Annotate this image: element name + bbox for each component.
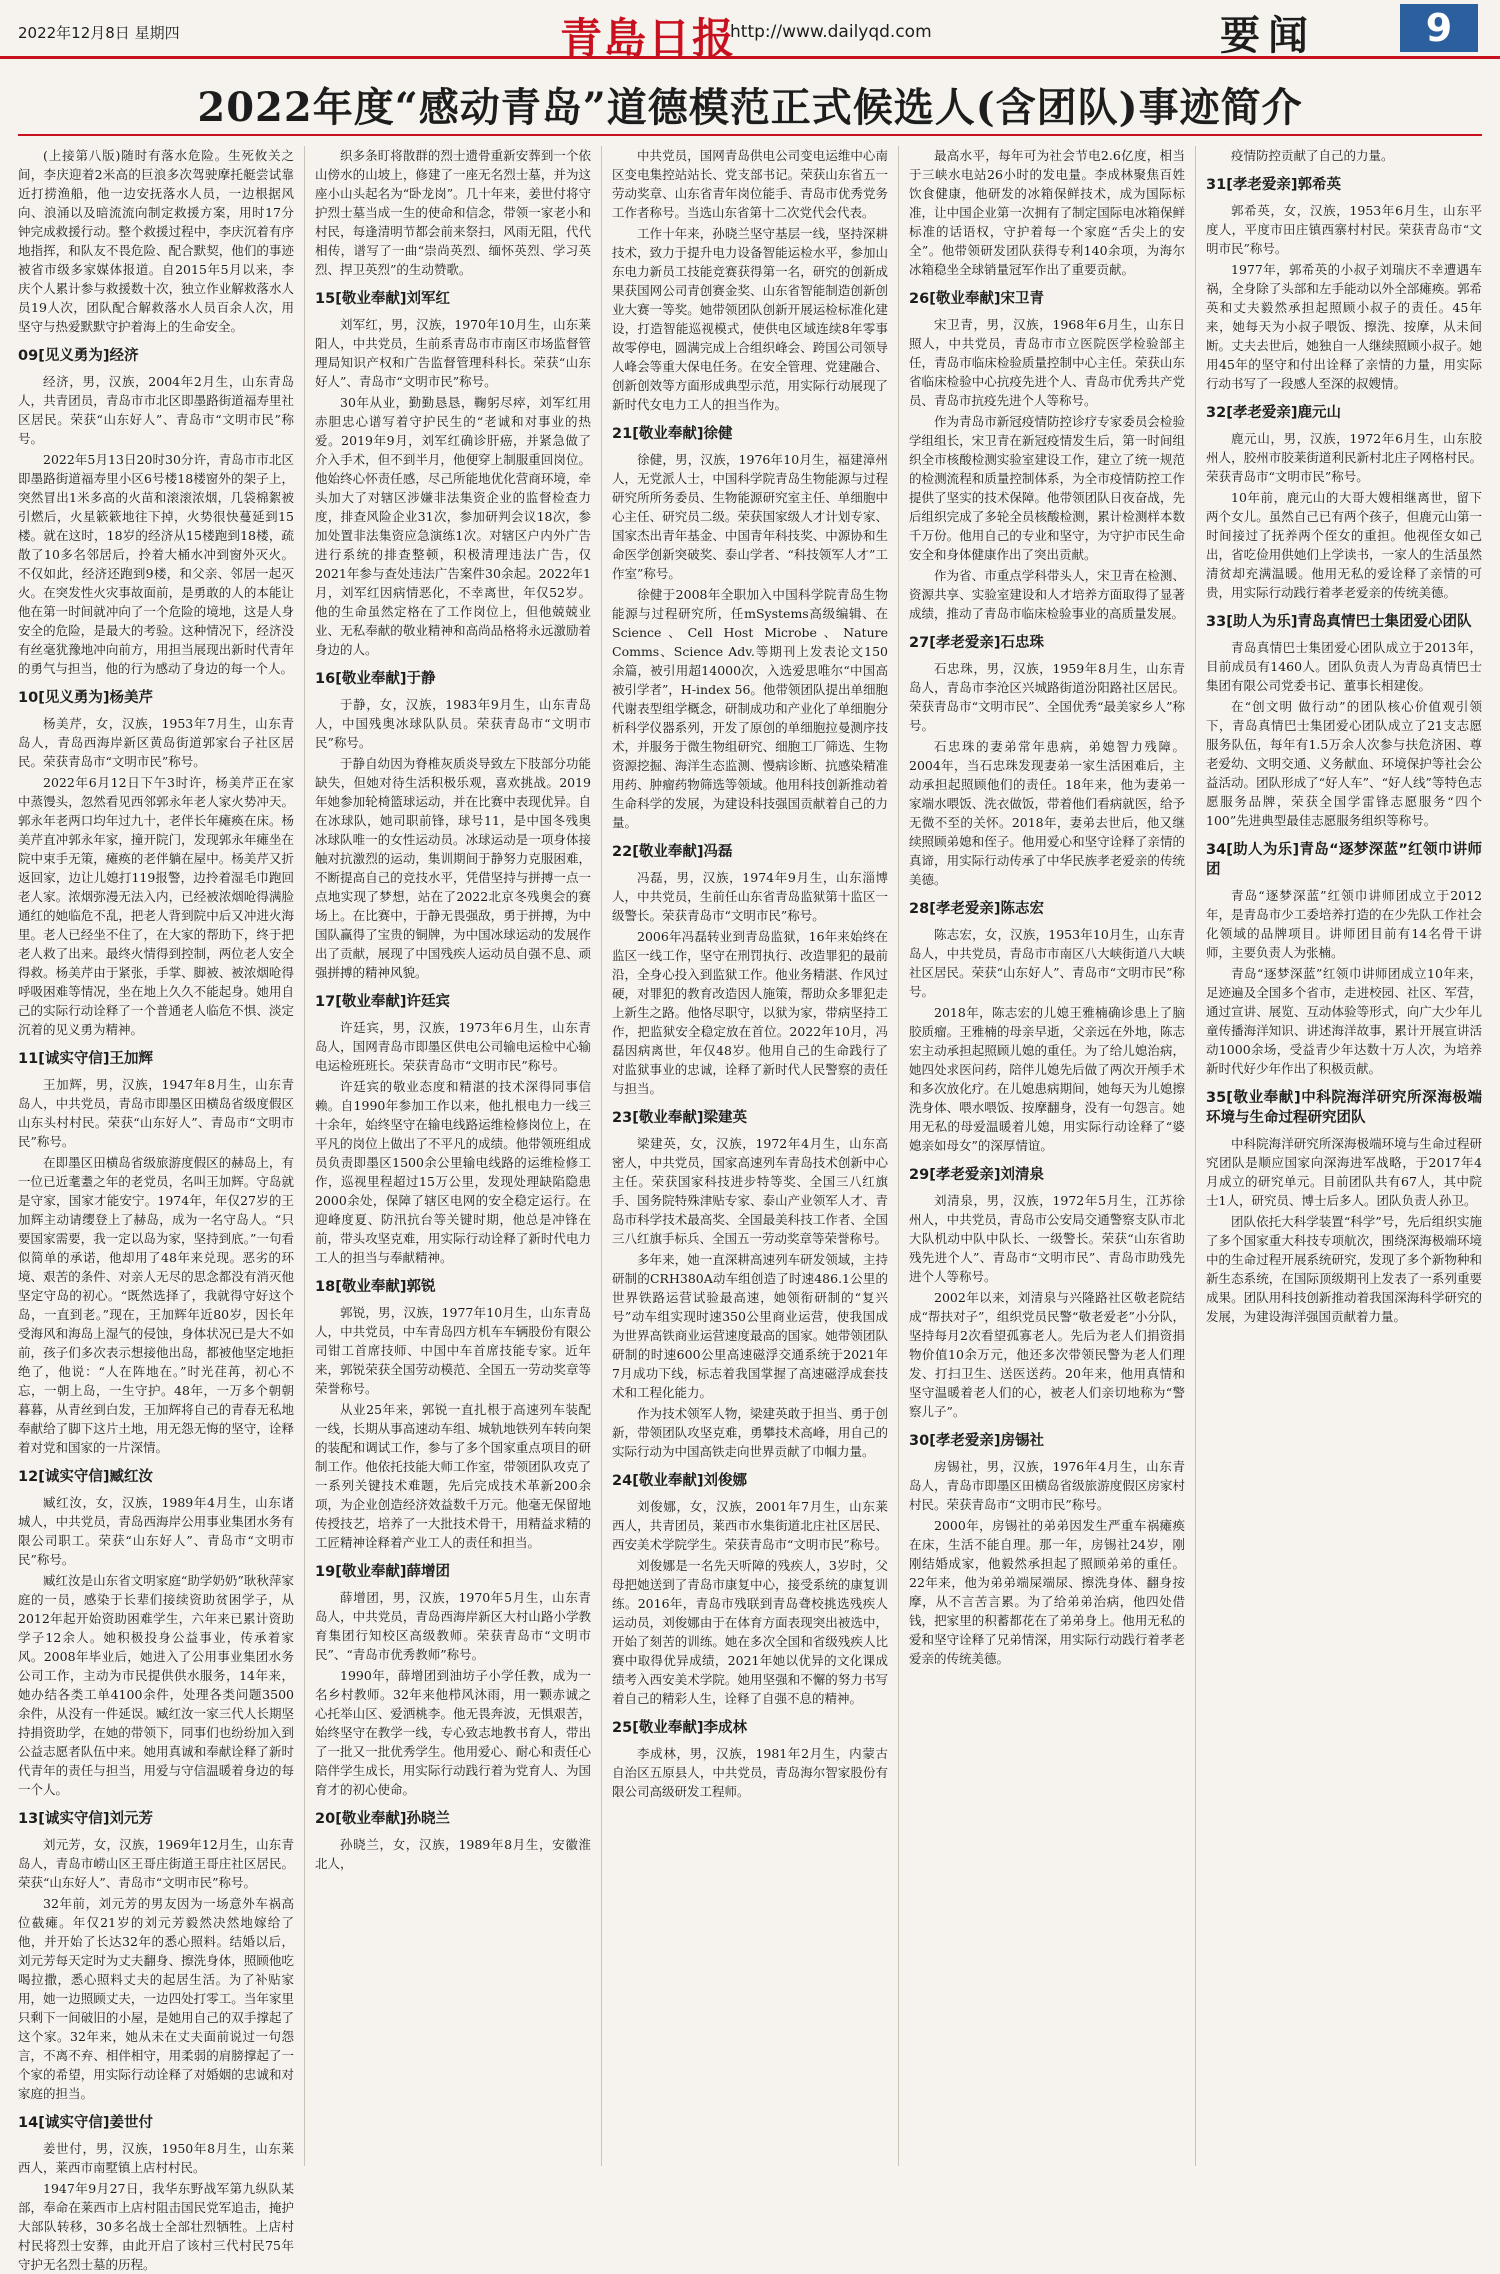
candidate-category: 敬业奉献 [1232,1090,1294,1106]
article-title: 2022年度“感动青岛”道德模范正式候选人(含团队)事迹简介 [197,84,1303,131]
paragraph: 陈志宏，女，汉族，1953年10月生，山东青岛人，中共党员，青岛市市南区八大峡街道八大峡社区居民。荣获“山东好人”、青岛市“文明市民”称号。 [909,927,1185,999]
paragraph: 石忠珠的妻弟常年患病，弟媳智力残障。2004年，当石忠珠发现妻弟一家生活困难后，主动承担起照顾他们的责任。18年来，他为妻弟一家端水喂饭、洗衣做饭，带着他们看病就医，给予无微不至的关怀。2018年，妻弟去世后，他又继续照顾弟媳和侄子。他用爱心和坚守诠释了亲情的真谛，用实际行动传承了中华民族孝老爱亲的传统美德。 [909,739,1185,887]
paragraph: 中共党员，国网青岛供电公司变电运维中心南区变电集控站站长、党支部书记。荣获山东省五一劳动奖章、山东省青年岗位能手、青岛市优秀党务工作者称号。当选山东省第十二次党代会代表。 [612,148,888,220]
candidate-heading: 29[孝老爱亲]刘清泉 [909,1167,1044,1183]
candidate-heading: 15[敬业奉献]刘军红 [315,291,450,307]
candidate-number: 18 [315,1279,336,1295]
candidate-name: 冯磊 [703,844,733,860]
paragraph: 臧红汝，女，汉族，1989年4月生，山东诸城人，中共党员，青岛西海岸公用事业集团水务有限公司职工。荣获“山东好人”、青岛市“文明市民”称号。 [18,1495,294,1567]
paragraph: 刘军红，男，汉族，1970年10月生，山东莱阳人，中共党员，生前系青岛市市南区市场监督管理局知识产权和广告监督管理科科长。荣获“山东好人”、青岛市“文明市民”称号。 [315,317,591,389]
candidate-heading: 27[孝老爱亲]石忠珠 [909,635,1044,651]
candidate-category: 孝老爱亲 [935,1433,994,1449]
candidate-heading: 11[诚实守信]王加辉 [18,1051,153,1067]
candidate-number: 09 [18,348,39,364]
candidate-heading: 31[孝老爱亲]郭希英 [1206,177,1341,193]
candidate-name: 徐健 [703,426,733,442]
candidate-category: 助人为乐 [1232,614,1291,630]
candidate-number: 23 [612,1110,633,1126]
candidate-heading: 09[见义勇为]经济 [18,348,139,364]
candidate-name: 中科院海洋研究所深海极端环境与生命过程研究团队 [1206,1090,1483,1126]
column-divider [1195,146,1196,2166]
candidate-category: 孝老爱亲 [935,635,994,651]
candidate-number: 27 [909,635,930,651]
candidate-heading: 34[助人为乐]青岛“逐梦深蓝”红领巾讲师团 [1206,842,1483,878]
column-divider [898,146,899,2166]
candidate-number: 26 [909,291,930,307]
candidate-heading: 18[敬业奉献]郭锐 [315,1279,436,1295]
candidate-category: 诚实守信 [44,2115,103,2131]
paragraph: 于静自幼因为脊椎灰质炎导致左下肢部分功能缺失，但她对待生活积极乐观，喜欢挑战。2019年她参加轮椅篮球运动，并在比赛中表现优异。自在冰球队，她司职前锋，球号11，是中国冬残奥冰球队唯一的女性运动员。冰球运动是一项身体接触对抗激烈的运动，集训期间于静努力克服困难，不断提高自己的竞技水平，凭借坚持与拼搏一点一点地实现了梦想，站在了2022北京冬残奥会的赛场上。在比赛中，于静无畏强敌，勇于拼搏，为中国队赢得了宝贵的铜牌，为中国冰球运动的发展作出了贡献，展现了中国残疾人运动员自强不息、顽强拼搏的精神风貌。 [315,756,591,980]
paragraph: 刘元芳，女，汉族，1969年12月生，山东青岛人，青岛市崂山区王哥庄街道王哥庄社区居民。荣获“山东好人”、青岛市“文明市民”称号。 [18,1837,294,1890]
candidate-heading: 10[见义勇为]杨美芹 [18,690,153,706]
section-name: 要闻 [1220,12,1316,59]
paragraph: 1977年，郭希英的小叔子刘瑞庆不幸遭遇车祸，全身除了头部和左手能动以外全部瘫痪。郭希英和丈夫毅然承担起照顾小叔子的责任。45年来，她每天为小叔子喂饭、擦洗、按摩，从未间断。丈夫去世后，她独自一人继续照顾小叔子。她用45年的坚守和付出诠释了亲情的力量，用实际行动书写了一段感人至深的叔嫂情。 [1206,262,1482,391]
paragraph: 团队依托大科学装置“科学”号，先后组织实施了多个国家重大科技专项航次，围绕深海极端环境中的生命过程开展系统研究，发现了多个新物种和新生态系统，在国际顶级期刊上发表了一系列重要成果。团队用科技创新推动着我国深海科学研究的发展，为建设海洋强国贡献着力量。 [1206,1214,1482,1324]
candidate-heading: 35[敬业奉献]中科院海洋研究所深海极端环境与生命过程研究团队 [1206,1090,1483,1126]
candidate-category: 孝老爱亲 [1232,177,1291,193]
candidate-number: 20 [315,1811,336,1827]
paragraph: 1990年，薛增团到油坊子小学任教，成为一名乡村教师。32年来他栉风沐雨，用一颗赤诚之心托举山区、爱洒桃李。他无畏奔波，无惧艰苦，始终坚守在教学一线，专心致志地教书育人，带出了一批又一批优秀学生。他用爱心、耐心和责任心陪伴学生成长，用实际行动践行着为党育人、为国育才的初心使命。 [315,1668,591,1797]
paragraph: 32年前，刘元芳的男友因为一场意外车祸高位截瘫。年仅21岁的刘元芳毅然决然地嫁给了他，并开始了长达32年的悉心照料。结婚以后，刘元芳每天定时为丈夫翻身、擦洗身体，照顾他吃喝拉撒，悉心照料丈夫的起居生活。为了补贴家用，她一边照顾丈夫，一边四处打零工。当年家里只剩下一间破旧的小屋，是她用自己的双手撑起了这个家。32年来，她从未在丈夫面前说过一句怨言，不离不弃、相伴相守，用柔弱的肩膀撑起了一个家的希望，用实际行动诠释了对婚姻的忠诚和对家庭的担当。 [18,1896,294,2101]
candidate-heading: 17[敬业奉献]许廷宾 [315,994,450,1010]
candidate-heading: 14[诚实守信]姜世付 [18,2115,153,2131]
newspaper-header [0,0,1500,63]
candidate-name: 姜世付 [109,2115,153,2131]
candidate-number: 22 [612,844,633,860]
paragraph: 徐健于2008年全职加入中国科学院青岛生物能源与过程研究所，任mSystems高级编辑、在Science、Cell Host Microbe、Nature Comms、Science Adv.等期刊上发表论文150余篇，被引用超14000次，入选爱思唯尔“中国高被引学者”，H-index 56。他带领团队提出单细胞代谢表型组学概念，研制成功和产业化了单细胞分析科学仪器系列，开发了原创的单细胞拉曼测序技术，并服务于微生物组研究、细胞工厂筛选、生物资源挖掘、海洋生态监测、慢病诊断、抗感染精准用药、肿瘤药物筛选等领域。他用科技创新推动着生命科学的发展，为建设科技强国贡献着自己的力量。 [612,587,888,830]
paragraph: 疫情防控贡献了自己的力量。 [1231,148,1394,163]
text-column [315,146,591,2166]
paragraph: 姜世付，男，汉族，1950年8月生，山东莱西人，莱西市南墅镇上店村村民。 [18,2141,294,2175]
candidate-number: 10 [18,690,39,706]
candidate-number: 28 [909,901,930,917]
paragraph: (上接第八版)随时有落水危险。生死攸关之间，李庆迎着2米高的巨浪多次驾驶摩托艇尝试靠近打捞渔船，他一边安抚落水人员，一边根据风向、浪涌以及暗流流向制定救援方案，用时17分钟完成救援行动。整个救援过程中，李庆沉着有序地指挥，和队友不畏危险、配合默契，他们的事迹被省市级多家媒体报道。自2015年5月以来，李庆个人累计参与救援数十次，独立作业解救落水人员19人次，团队配合解救落水人员百余人次，用坚守与热爱默默守护着海上的生命安全。 [18,148,294,334]
candidate-name: 梁建英 [703,1110,747,1126]
candidate-name: 薛增团 [406,1564,450,1580]
candidate-heading: 32[孝老爱亲]鹿元山 [1206,405,1341,421]
candidate-category: 助人为乐 [1232,842,1293,858]
paragraph: 杨美芹，女，汉族，1953年7月生，山东青岛人，青岛西海岸新区黄岛街道郭家台子社区居民。荣获青岛市“文明市民”称号。 [18,716,294,769]
paragraph: 30年从业，勤勤恳恳，鞠躬尽瘁，刘军红用赤胆忠心谱写着守护民生的“老诚和对事业的热爱。2019年9月，刘军红确诊肝癌，并紧急做了介入手术，但不到半月，他便穿上制服重回岗位。他始终心怀责任感，尽己所能地优化营商环境，牵头加大了对辖区涉嫌非法集资企业的监督检查力度，排查风险企业31次，参加研判会议18次，参加处置非法集资应急演练1次。对辖区户内外广告进行系统的排查整顿，积极清理违法广告，仅2021年参与查处违法广告案件30余起。2022年1月，刘军红因病情恶化，不幸离世，年仅52岁。他的生命虽然定格在了工作岗位上，但他兢兢业业、无私奉献的敬业精神和高尚品格将永远激励着身边的人。 [315,395,591,657]
candidate-number: 34 [1206,842,1227,858]
paragraph: 冯磊，男，汉族，1974年9月生，山东淄博人，中共党员，生前任山东省青岛监狱第十监区一级警长。荣获青岛市“文明市民”称号。 [612,870,888,923]
candidate-category: 敬业奉献 [341,1279,400,1295]
paragraph: 2006年冯磊转业到青岛监狱，16年来始终在监区一线工作，坚守在刑罚执行、改造罪犯的最前沿，全身心投入到监狱工作。他业务精湛、作风过硬，对罪犯的教育改造因人施策，帮助众多罪犯走上新生之路。他恪尽职守，以狱为家，带病坚持工作，把监狱安全稳定放在首位。2022年10月，冯磊因病离世，年仅48岁。他用自己的生命践行了对监狱事业的忠诚，诠释了新时代人民警察的责任与担当。 [612,929,888,1096]
text-column [1206,146,1482,2166]
paragraph: 2000年，房锡社的弟弟因发生严重车祸瘫痪在床，生活不能自理。那一年，房锡社24岁，刚刚结婚成家，他毅然承担起了照顾弟弟的重任。22年来，他为弟弟端屎端尿、擦洗身体、翻身按摩，从不言苦言累。为了给弟弟治病，他四处借钱，把家里的积蓄都花在了弟弟身上。他用无私的爱和坚守诠释了兄弟情深，用实际行动践行着孝老爱亲的传统美德。 [909,1518,1185,1666]
paragraph: 王加辉，男，汉族，1947年8月生，山东青岛人，中共党员，青岛市即墨区田横岛省级度假区山东头村村民。荣获“山东好人”、青岛市“文明市民”称号。 [18,1077,294,1149]
paragraph: 李成林，男，汉族，1981年2月生，内蒙古自治区五原县人，中共党员，青岛海尔智家股份有限公司高级研发工程师。 [612,1746,888,1799]
candidate-category: 敬业奉献 [935,291,994,307]
candidate-number: 31 [1206,177,1227,193]
candidate-name: 鹿元山 [1297,405,1341,421]
candidate-number: 13 [18,1811,39,1827]
candidate-category: 诚实守信 [44,1469,103,1485]
candidate-category: 敬业奉献 [638,1473,697,1489]
candidate-heading: 30[孝老爱亲]房锡社 [909,1433,1044,1449]
candidate-name: 房锡社 [1000,1433,1044,1449]
candidate-number: 33 [1206,614,1227,630]
paragraph: 石忠珠，男，汉族，1959年8月生，山东青岛人，青岛市李沧区兴城路街道汾阳路社区居民。荣获青岛市“文明市民”、全国优秀“最美家乡人”称号。 [909,661,1185,733]
paragraph: 10年前，鹿元山的大哥大嫂相继离世，留下两个女儿。虽然自己已有两个孩子，但鹿元山第一时间接过了抚养两个侄女的重担。他视侄女如己出，省吃俭用供她们上学读书，一家人的生活虽然清贫却充满温暖。他用无私的爱诠释了亲情的可贵，用实际行动践行着孝老爱亲的传统美德。 [1206,490,1482,600]
candidate-name: 郭锐 [406,1279,436,1295]
candidate-category: 敬业奉献 [638,844,697,860]
paragraph: 最高水平，每年可为社会节电2.6亿度，相当于三峡水电站26小时的发电量。李成林聚焦百姓饮食健康，他研发的冰箱保鲜技术，成为国际标准，让中国企业第一次拥有了制定国际电冰箱保鲜标准的话语权，守护着每一个家庭“舌尖上的安全”。他带领研发团队获得专利140余项，为海尔冰箱稳坐全球销量冠军作出了重要贡献。 [909,148,1185,277]
text-column [612,146,888,2166]
paragraph: 多年来，她一直深耕高速列车研发领域，主持研制的CRH380A动车组创造了时速486.1公里的世界铁路运营试验最高速，她领衔研制的“复兴号”动车组实现时速350公里商业运营，使我国成为世界高铁商业运营速度最高的国家。她带领团队研制的时速600公里高速磁浮交通系统于2021年7月成功下线，标志着我国掌握了高速磁浮成套技术和工程化能力。 [612,1252,888,1400]
candidate-name: 于静 [406,671,436,687]
paragraph: 许廷宾，男，汉族，1973年6月生，山东青岛人，国网青岛市即墨区供电公司输电运检中心输电运检班班长。荣获青岛市“文明市民”称号。 [315,1020,591,1073]
column-divider [304,146,305,2166]
candidate-category: 敬业奉献 [638,1110,697,1126]
paragraph: 鹿元山，男，汉族，1972年6月生，山东胶州人，胶州市胶莱街道利民新村北庄子网格村民。荣获青岛市“文明市民”称号。 [1206,431,1482,484]
candidate-category: 见义勇为 [44,348,103,364]
candidate-heading: 22[敬业奉献]冯磊 [612,844,733,860]
candidate-number: 24 [612,1473,633,1489]
paragraph: 工作十年来，孙晓兰坚守基层一线，坚持深耕技术，致力于提升电力设备智能运检水平，参加山东电力新员工技能竞赛获得第一名，研究的创新成果获国网公司青创赛金奖、山东省智能制造创新创业大赛一等奖。她带领团队创新开展运检标准化建设，打造智能巡视模式，使供电区域连续8年零事故零停电，圆满完成上合组织峰会、跨国公司领导人峰会等重大保电任务。在安全管理、党建融合、创新创效等方面形成典型示范，用实际行动展现了新时代女电力工人的担当作为。 [612,226,888,412]
paragraph: 刘俊娜，女，汉族，2001年7月生，山东莱西人，共青团员，莱西市水集街道北庄社区居民、西安美术学院学生。荣获青岛市“文明市民”称号。 [612,1499,888,1552]
paragraph: 青岛真情巴士集团爱心团队成立于2013年，目前成员有1460人。团队负责人为青岛真情巴士集团有限公司党委书记、董事长相建俊。 [1206,640,1482,693]
paragraph: 薛增团，男，汉族，1970年5月生，山东青岛人，中共党员，青岛西海岸新区大村山路小学教育集团行知校区高级教师。荣获青岛市“文明市民”、“青岛市优秀教师”称号。 [315,1590,591,1662]
paragraph: 青岛“逐梦深蓝”红领巾讲师团成立10年来，足迹遍及全国多个省市，走进校园、社区、军营，通过宣讲、展览、互动体验等形式，向广大少年儿童传播海洋知识、讲述海洋故事，累计开展宣讲活动1000余场，受益青少年达数十万人次，为培养新时代好少年作出了积极贡献。 [1206,966,1482,1076]
paragraph: 在即墨区田横岛省级旅游度假区的赫岛上，有一位已近耄耋之年的老党员，名叫王加辉。守岛就是守家，国家才能安宁。1974年，年仅27岁的王加辉主动请缨登上了赫岛，成为一名守岛人。“只要国家需要，我一定以岛为家，坚持到底。”一句看似简单的承诺，他却用了48年来兑现。恶劣的环境、艰苦的条件、对亲人无尽的思念都没有消灭他坚定守岛的初心。“既然选择了，我就得守好这个岛，一直到老。”现在，王加辉年近80岁，因长年受海风和海岛上湿气的侵蚀，身体状况已是大不如前，孩子们多次表示想接他出岛，都被他坚定地拒绝了，他说：“人在阵地在。”时光荏苒，初心不忘，一朝上岛，一生守护。48年，一万多个朝朝暮暮，从青丝到白发，王加辉将自己的青春无私地奉献给了脚下这片土地，用无怨无悔的坚守，诠释着对党和国家的一片深情。 [18,1155,294,1455]
candidate-heading: 19[敬业奉献]薛增团 [315,1564,450,1580]
paragraph: 2002年以来，刘清泉与兴隆路社区敬老院结成“帮扶对子”，组织党员民警“敬老爱老”小分队，坚持每月2次看望孤寡老人。先后为老人们捐资捐物价值10余万元，他还多次带领民警为老人们理发、打扫卫生、送医送药。20年来，他用真情和坚守温暖着老人们的心，被老人们亲切地称为“警察儿子”。 [909,1290,1185,1419]
candidate-name: 青岛“逐梦深蓝”红领巾讲师团 [1206,842,1483,878]
candidate-heading: 24[敬业奉献]刘俊娜 [612,1473,747,1489]
paragraph: 从业25年来，郭锐一直扎根于高速列车装配一线，长期从事高速动车组、城轨地铁列车转向架的装配和调试工作，参与了多个国家重点项目的研制工作。他依托技能大师工作室，带领团队攻克了一系列关键技术难题，先后完成技术革新200余项，为企业创造经济效益数千万元。他毫无保留地传授技艺，培养了一大批技术骨干，用精益求精的工匠精神诠释着产业工人的责任和担当。 [315,1402,591,1550]
candidate-name: 刘俊娜 [703,1473,747,1489]
paragraph: 2022年6月12日下午3时许，杨美芹正在家中蒸馒头，忽然看见西邻郭永年老人家火势冲天。郭永年老两口均年过九十，老伴长年瘫痪在床。杨美芹直冲郭永年家，撞开院门，发现郭永年瘫坐在院中束手无策，瘫痪的老伴躺在屋中。杨美芹又折返回家，边让儿媳打119报警，边拎着湿毛巾跑回老人家。浓烟弥漫无法入内，已经被浓烟呛得满脸通红的她临危不乱，把老人背到院中后又冲进火海里。老人已经坐不住了，在大家的帮助下，终于把老人救了出来。最终火情得到控制，两位老人安全得救。杨美芹由于紧张，手掌、脚被、被浓烟呛得呼吸困难等情况，坐在地上久久不能起身。她用自己的实际行动诠释了一个普通老人临危不惧、淡定沉着的见义勇为精神。 [18,775,294,1037]
paragraph: 刘清泉，男，汉族，1972年5月生，江苏徐州人，中共党员，青岛市公安局交通警察支队市北大队机动中队中队长、一级警长。荣获“山东省助残先进个人”、青岛市“文明市民”、青岛市助残先进个人等称号。 [909,1193,1185,1284]
page-number: 9 [1400,4,1478,52]
candidate-name: 许廷宾 [406,994,450,1010]
paragraph: 青岛“逐梦深蓝”红领巾讲师团成立于2012年，是青岛市少工委培养打造的在少先队工作社会化领域的品牌项目。讲师团目前有14名骨干讲师，主要负责人为张楠。 [1206,888,1482,960]
candidate-category: 孝老爱亲 [935,901,994,917]
issue-date: 2022年12月8日 星期四 [18,24,180,42]
paragraph: 中科院海洋研究所深海极端环境与生命过程研究团队是顺应国家向深海进军战略，于2017年4月成立的研究单元。目前团队共有67人，其中院士1人，研究员、博士后多人。团队负责人孙卫。 [1206,1136,1482,1208]
paragraph: 于静，女，汉族，1983年9月生，山东青岛人，中国残奥冰球队队员。荣获青岛市“文明市民”称号。 [315,697,591,750]
candidate-category: 敬业奉献 [341,1811,400,1827]
paragraph: 作为技术领军人物，梁建英敢于担当、勇于创新，带领团队攻坚克难，勇攀技术高峰，用自己的实际行动为中国高铁走向世界贡献了巾帼力量。 [612,1406,888,1459]
candidate-category: 敬业奉献 [638,1720,697,1736]
candidate-number: 32 [1206,405,1227,421]
paragraph: 2022年5月13日20时30分许，青岛市市北区即墨路街道福寿里小区6号楼18楼窗外的架子上，突然冒出1米多高的火苗和滚滚浓烟，几袋棉絮被引燃后，火星簌簌地往下掉，火势很快蔓延到15楼。就在这时，18岁的经济从15楼跑到18楼，疏散了10多名邻居后，拎着大桶水冲到窗外灭火。不仅如此，经济还跑到9楼，和父亲、邻居一起灭火。在突发性火灾事故面前，是勇敢的人的本能让他在第一时间就冲向了一个危险的境地，这是人身安全的危险，是最大的考验。这种情况下，经济没有丝毫犹豫地冲向前方，用担当展现出新时代青年的勇气与担当，他的行为感动了身边的每一个人。 [18,452,294,676]
paragraph: 徐健，男，汉族，1976年10月生，福建漳州人，无党派人士，中国科学院青岛生物能源与过程研究所所务委员、生物能源研究室主任、单细胞中心主任、研究员二级。荣获国家级人才计划专家、国家杰出青年基金、中国青年科技奖、中源协和生命医学创新突破奖、泰山学者、“科技领军人才”工作室”称号。 [612,452,888,581]
candidate-name: 刘元芳 [109,1811,153,1827]
candidate-number: 14 [18,2115,39,2131]
candidate-category: 诚实守信 [44,1811,103,1827]
candidate-heading: 16[敬业奉献]于静 [315,671,436,687]
candidate-name: 经济 [109,348,139,364]
candidate-heading: 12[诚实守信]臧红汝 [18,1469,153,1485]
candidate-number: 16 [315,671,336,687]
paragraph: 房锡社，男，汉族，1976年4月生，山东青岛人，青岛市即墨区田横岛省级旅游度假区房家村村民。荣获青岛市“文明市民”称号。 [909,1459,1185,1512]
paragraph: 1947年9月27日，我华东野战军第九纵队某部，奉命在莱西市上店村阻击国民党军追击，掩护大部队转移，30多名战士全部壮烈牺牲。上店村村民将烈士安葬，由此开启了该村三代村民75年守护无名烈士墓的历程。 [18,2181,294,2272]
paragraph: 孙晓兰，女，汉族，1989年8月生，安徽淮北人， [315,1837,591,1871]
paragraph: 宋卫青，男，汉族，1968年6月生，山东日照人，中共党员，青岛市市立医院医学检验部主任，青岛市临床检验质量控制中心主任。荣获山东省临床检验中心抗疫先进个人、青岛市优秀共产党员、青岛市抗疫先进个人等称号。 [909,317,1185,408]
paragraph: 作为省、市重点学科带头人，宋卫青在检测、资源共享、实验室建设和人才培养方面取得了显著成绩，推动了青岛市临床检验事业的高质量发展。 [909,568,1185,621]
paragraph: 作为青岛市新冠疫情防控诊疗专家委员会检验学组组长，宋卫青在新冠疫情发生后，第一时间组织全市核酸检测实验室建设工作，建立了统一规范的检测流程和质量控制体系，为全市疫情防控工作提供了坚实的技术保障。他带领团队日夜奋战，先后组织完成了多轮全员核酸检测，累计检测样本数千万份。他用自己的专业和坚守，为守护市民生命安全和身体健康作出了突出贡献。 [909,414,1185,562]
column-divider [601,146,602,2166]
candidate-number: 30 [909,1433,930,1449]
paragraph: 臧红汝是山东省文明家庭“助学奶奶”耿秋萍家庭的一员，感染于长辈们接续资助贫困学子，从2012年起开始资助困难学生，六年来已累计资助学子12余人。她积极投身公益事业，传承着家风。2008年毕业后，她进入了公用事业集团水务公司工作，主动为市民提供供水服务，14年来，她办结各类工单4100余件，处理各类问题3500余件，从没有一件延误。臧红汝一家三代人长期坚持捐资助学，在她的带领下，同事们也纷纷加入到公益志愿者队伍中来。她用真诚和奉献诠释了新时代青年的责任与担当，用爱与守信温暖着身边的每一个人。 [18,1573,294,1797]
candidate-category: 敬业奉献 [341,291,400,307]
candidate-name: 臧红汝 [109,1469,153,1485]
paragraph: 郭希英，女，汉族，1953年6月生，山东平度人，平度市田庄镇西寨村村民。荣获青岛市“文明市民”称号。 [1206,203,1482,256]
candidate-name: 郭希英 [1297,177,1341,193]
candidate-name: 石忠珠 [1000,635,1044,651]
candidate-heading: 21[敬业奉献]徐健 [612,426,733,442]
candidate-name: 陈志宏 [1000,901,1044,917]
candidate-category: 敬业奉献 [341,994,400,1010]
candidate-category: 敬业奉献 [638,426,697,442]
candidate-name: 孙晓兰 [406,1811,450,1827]
candidate-heading: 23[敬业奉献]梁建英 [612,1110,747,1126]
candidate-category: 孝老爱亲 [1232,405,1291,421]
candidate-name: 刘军红 [406,291,450,307]
candidate-heading: 26[敬业奉献]宋卫青 [909,291,1044,307]
candidate-number: 29 [909,1167,930,1183]
candidate-name: 刘清泉 [1000,1167,1044,1183]
candidate-category: 敬业奉献 [341,1564,400,1580]
candidate-heading: 28[孝老爱亲]陈志宏 [909,901,1044,917]
paragraph: 许廷宾的敬业态度和精湛的技术深得同事信赖。自1990年参加工作以来，他扎根电力一线三十余年，始终坚守在输电线路运维检修岗位上，在平凡的岗位上做出了不平凡的成绩。他带领班组成员负责即墨区1500余公里输电线路的运维检修工作，巡视里程超过15万公里，发现处理缺陷隐患2000余处，保障了辖区电网的安全稳定运行。在迎峰度夏、防汛抗台等关键时期，他总是冲锋在前，带头攻坚克难，用实际行动诠释了新时代电力工人的担当与奉献精神。 [315,1079,591,1265]
text-column [18,146,294,2272]
paragraph: 在“创文明 做行动”的团队核心价值观引领下，青岛真情巴士集团爱心团队成立了21支志愿服务队伍，每年有1.5万余人次参与扶危济困、尊老爱幼、文明交通、义务献血、环境保护等社会公益活动。团队形成了“好人车”、“好人线”等特色志愿服务品牌，荣获全国学雷锋志愿服务“四个100”先进典型最佳志愿服务组织等称号。 [1206,699,1482,828]
candidate-name: 王加辉 [109,1051,153,1067]
paragraph: 2018年，陈志宏的儿媳王雅楠确诊患上了脑胶质瘤。王雅楠的母亲早逝，父亲远在外地，陈志宏主动承担起照顾儿媳的重任。为了给儿媳治病，她四处求医问药，陪伴儿媳先后做了两次开颅手术和多次放化疗。在儿媳患病期间，她每天为儿媳擦洗身体、喂水喂饭、按摩翻身，没有一句怨言。她用无私的母爱温暖着儿媳，用实际行动诠释了“婆媳亲如母女”的深厚情谊。 [909,1005,1185,1153]
candidate-heading: 33[助人为乐]青岛真情巴士集团爱心团队 [1206,614,1472,630]
paragraph: 郭锐，男，汉族，1977年10月生，山东青岛人，中共党员，中车青岛四方机车车辆股份有限公司钳工首席技师、中国中车首席技能专家。近年来，郭锐荣获全国劳动模范、全国五一劳动奖章等荣誉称号。 [315,1305,591,1396]
text-column [909,146,1185,2166]
paragraph: 刘俊娜是一名先天听障的残疾人，3岁时，父母把她送到了青岛市康复中心，接受系统的康复训练。2016年，青岛市残联到青岛聋校挑选残疾人运动员，刘俊娜由于在体育方面表现突出被选中，开始了刻苦的训练。她在多次全国和省级残疾人比赛中取得优异成绩，2021年她以优异的文化课成绩考入西安美术学院。她用坚强和不懈的努力书写着自己的精彩人生，诠释了自强不息的精神。 [612,1558,888,1706]
candidate-heading: 25[敬业奉献]李成林 [612,1720,747,1736]
candidate-number: 25 [612,1720,633,1736]
candidate-number: 21 [612,426,633,442]
candidate-number: 19 [315,1564,336,1580]
paragraph: 梁建英，女，汉族，1972年4月生，山东高密人，中共党员，国家高速列车青岛技术创新中心主任。荣获国家科技进步特等奖、全国三八红旗手、国务院特殊津贴专家、泰山产业领军人才、青岛市科学技术最高奖、全国最美科技工作者、全国三八红旗手标兵、全国五一劳动奖章等荣誉称号。 [612,1136,888,1246]
candidate-heading: 13[诚实守信]刘元芳 [18,1811,153,1827]
candidate-category: 诚实守信 [44,1051,103,1067]
article-body [18,146,1488,2272]
candidate-name: 青岛真情巴士集团爱心团队 [1297,614,1472,630]
candidate-name: 李成林 [703,1720,747,1736]
paragraph: 经济，男，汉族，2004年2月生，山东青岛人，共青团员，青岛市市北区即墨路街道福寿里社区居民。荣获“山东好人”、青岛市“文明市民”称号。 [18,374,294,446]
candidate-number: 17 [315,994,336,1010]
newspaper-logo: 青島日报 [560,14,737,63]
paragraph: 织多条盯将散群的烈士遗骨重新安葬到一个依山傍水的山坡上，修建了一座无名烈士墓，并为这座小山头起名为“卧龙岗”。几十年来，姜世付将守护烈士墓当成一生的使命和信念，带领一家老小和村民，每逢清明节都会前来祭扫，风雨无阻，代代相传，谱写了一曲“崇尚英烈、缅怀英烈、学习英烈、捍卫英烈”的生动赞歌。 [315,148,591,277]
candidate-category: 敬业奉献 [341,671,400,687]
candidate-category: 见义勇为 [44,690,103,706]
candidate-number: 11 [18,1051,39,1067]
candidate-number: 12 [18,1469,39,1485]
website-url[interactable]: http://www.dailyqd.com [730,22,932,42]
title-divider [18,134,1482,136]
candidate-name: 杨美芹 [109,690,153,706]
candidate-name: 宋卫青 [1000,291,1044,307]
candidate-number: 35 [1206,1090,1227,1106]
candidate-number: 15 [315,291,336,307]
candidate-heading: 20[敬业奉献]孙晓兰 [315,1811,450,1827]
candidate-category: 孝老爱亲 [935,1167,994,1183]
